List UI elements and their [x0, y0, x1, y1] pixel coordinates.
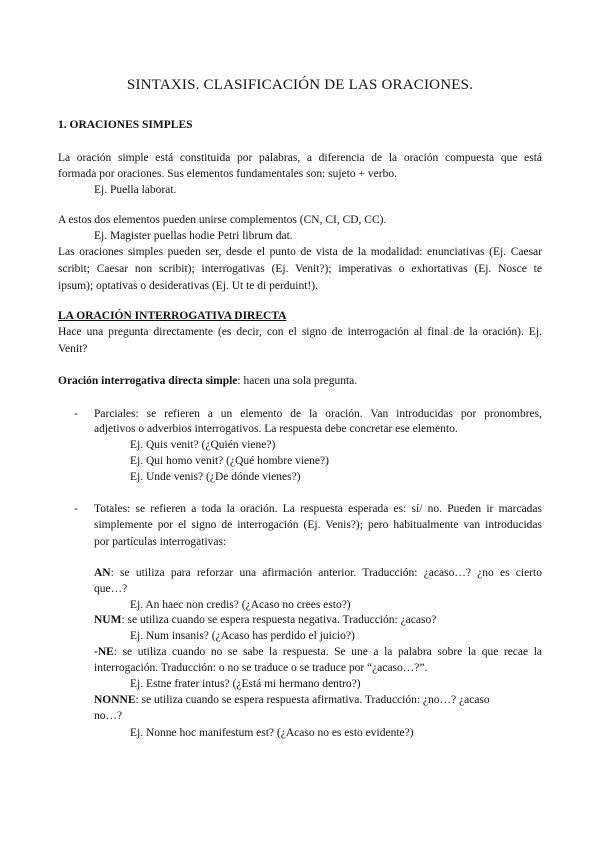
list-bullet-dash: - — [74, 408, 78, 420]
section-heading-interrogativa-directa: LA ORACIÓN INTERROGATIVA DIRECTA — [58, 310, 287, 322]
particle-an: AN — [94, 567, 111, 579]
paragraph-line: scribit; Caesar non scribit); interrogativas (Ej. Venit?); imperativas o exhortativas (Ej. Nosce te — [58, 263, 542, 275]
particle-text: : se utiliza para reforzar una afirmación anterior. Traducción: ¿acaso…? ¿no es cierto — [110, 567, 542, 579]
paragraph-line: La oración simple está constituida por palabras, a diferencia de la oración compuesta que está — [58, 152, 542, 164]
list-item-line: por partículas interrogativas: — [94, 536, 227, 548]
particle-ne: -NE — [94, 646, 114, 658]
subheading-line — [58, 374, 357, 388]
example-line: Ej. Puella laborat. — [94, 184, 177, 196]
example-line: Ej. Quis venit? (¿Quién viene?) — [130, 439, 276, 451]
example-line: Ej. Magister puellas hodie Petri librum dat. — [94, 230, 293, 242]
particle-line: que…? — [94, 583, 128, 595]
list-item-line: adjetivos o adverbios interrogativos. La respuesta debe concretar ese elemento. — [94, 423, 458, 435]
paragraph-line: Venit? — [58, 343, 88, 355]
particle-line — [94, 566, 542, 580]
list-item-line: simplemente por el signo de interrogación (Ej. Venis?); pero habitualmente van introducidas — [94, 519, 542, 531]
paragraph-line: Hace una pregunta directamente (es decir, con el signo de interrogación al final de la oración). Ej. — [58, 326, 542, 338]
page-title: SINTAXIS. CLASIFICACIÓN DE LAS ORACIONES. — [126, 77, 474, 93]
example-line: Ej. Estne frater intus? (¿Está mi hermano dentro?) — [130, 678, 361, 690]
particle-num: NUM — [94, 614, 122, 626]
particle-text: : se utiliza cuando no se sabe la respuesta. Se une a la palabra sobre la que recae la — [113, 646, 542, 658]
bold-term: Oración interrogativa directa simple — [58, 375, 238, 387]
example-line: Ej. Qui homo venit? (¿Qué hombre viene?) — [130, 455, 329, 467]
list-bullet-dash: - — [74, 503, 78, 515]
example-line: Ej. Num insanis? (¿Acaso has perdido el juicio?) — [130, 630, 355, 642]
section-heading-oraciones-simples: 1. ORACIONES SIMPLES — [58, 119, 193, 131]
particle-nonne: NONNE — [94, 694, 136, 706]
example-line: Ej. An haec non credis? (¿Acaso no crees esto?) — [130, 599, 351, 611]
particle-line: interrogación. Traducción: o no se traduce o se traduce por “¿acaso…?”. — [94, 662, 428, 674]
paragraph-line: ipsum); optativas o desiderativas (Ej. Ut te di perduint!). — [58, 280, 318, 292]
paragraph-line: Las oraciones simples pueden ser, desde el punto de vista de la modalidad: enunciativas (Ej. Caesar — [58, 246, 542, 258]
term-text: : hacen una sola pregunta. — [237, 375, 358, 387]
paragraph-line: formada por oraciones. Sus elementos fundamentales son: sujeto + verbo. — [58, 168, 397, 180]
particle-text: : se utiliza cuando se espera respuesta afirmativa. Traducción: ¿no…? ¿acaso — [135, 694, 490, 706]
example-line: Ej. Nonne hoc manifestum est? (¿Acaso no es esto evidente?) — [130, 727, 414, 739]
paragraph-line: A estos dos elementos pueden unirse complementos (CN, CI, CD, CC). — [58, 214, 387, 226]
example-line: Ej. Unde venis? (¿De dónde vienes?) — [130, 471, 301, 483]
particle-line — [94, 613, 436, 627]
particle-line: no…? — [94, 710, 123, 722]
particle-line — [94, 693, 490, 707]
list-item-line: Totales: se refieren a toda la oración. La respuesta esperada es: sí/ no. Pueden ir marcadas — [94, 503, 542, 515]
particle-line — [94, 645, 542, 659]
list-item-line: Parciales: se refieren a un elemento de la oración. Van introducidas por pronombres, — [94, 408, 542, 420]
particle-text: : se utiliza cuando se espera respuesta negativa. Traducción: ¿acaso? — [121, 614, 437, 626]
